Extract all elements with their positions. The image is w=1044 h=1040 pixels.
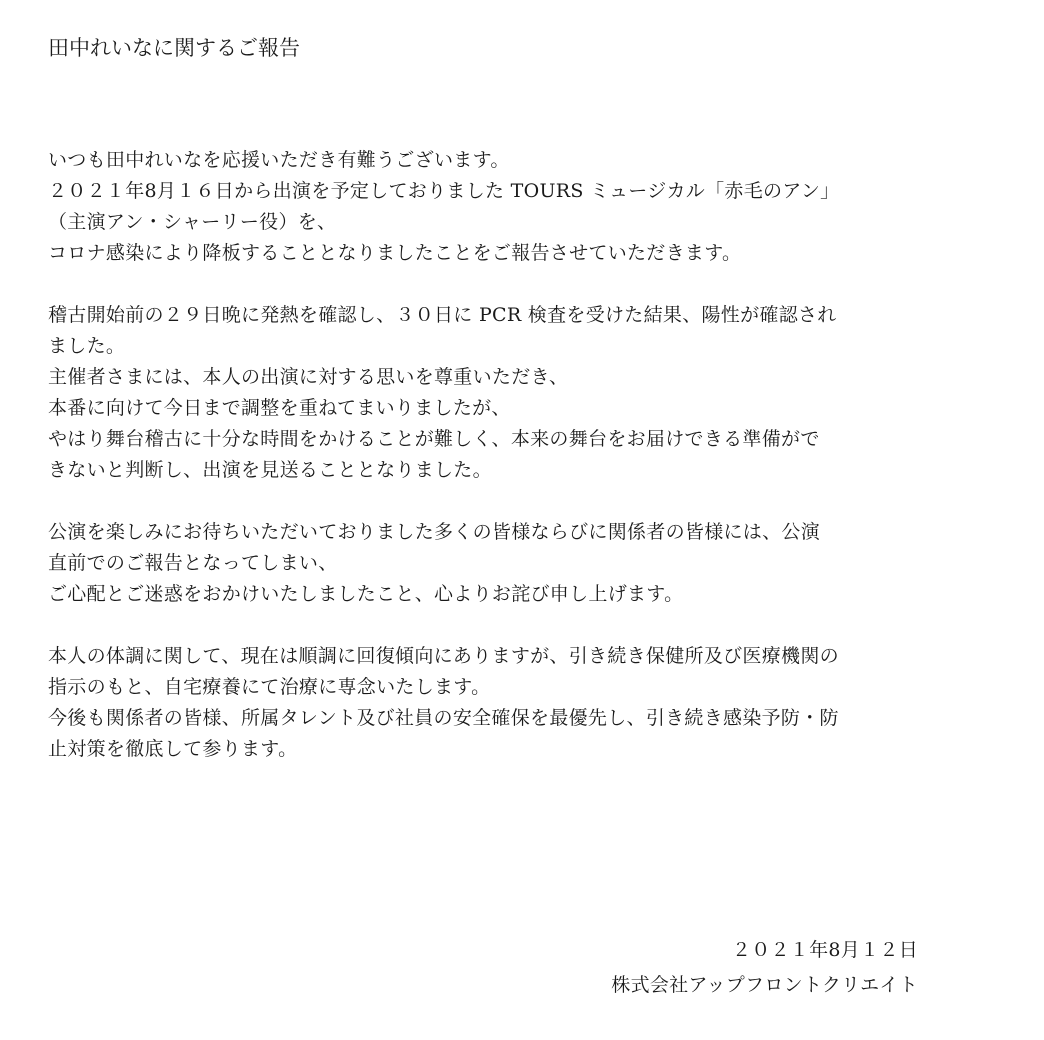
text-line: （主演アン・シャーリー役）を、: [48, 211, 337, 233]
text-line: ２０２１年8月１６日から出演を予定しておりました TOURS ミュージカル「赤毛のアン」: [48, 180, 840, 202]
text-line: ました。: [48, 335, 126, 357]
text-line: 公演を楽しみにお待ちいただいておりました多くの皆様ならびに関係者の皆様には、公演: [48, 521, 821, 543]
text-line: 本人の体調に関して、現在は順調に回復傾向にありますが、引き続き保健所及び医療機関の: [48, 645, 839, 667]
text-line: ご心配とご迷惑をおかけいたしましたこと、心よりお詫び申し上げます。: [48, 583, 684, 605]
paragraph-health-status: [48, 641, 1008, 765]
signature-block: [611, 933, 918, 1003]
paragraph-greeting: [48, 145, 1008, 269]
document-date: ２０２１年8月１２日: [731, 939, 918, 961]
text-line: やはり舞台稽古に十分な時間をかけることが難しく、本来の舞台をお届けできる準備がで: [48, 428, 820, 450]
text-line: 止対策を徹底して参ります。: [48, 738, 298, 760]
text-line: 今後も関係者の皆様、所属タレント及び社員の安全確保を最優先し、引き続き感染予防・防: [48, 707, 839, 729]
text-line: 稽古開始前の２９日晩に発熱を確認し、３０日に PCR 検査を受けた結果、陽性が確認され: [48, 304, 837, 326]
document-title: 田中れいなに関するご報告: [48, 36, 300, 60]
document-body: [48, 145, 1008, 796]
text-line: 主催者さまには、本人の出演に対する思いを尊重いただき、: [48, 366, 569, 388]
text-line: 直前でのご報告となってしまい、: [48, 552, 338, 574]
text-line: 指示のもと、自宅療養にて治療に専念いたします。: [48, 676, 491, 698]
company-name: 株式会社アップフロントクリエイト: [611, 974, 918, 996]
text-line: 本番に向けて今日まで調整を重ねてまいりましたが、: [48, 397, 511, 419]
text-line: きないと判断し、出演を見送ることとなりました。: [48, 459, 492, 481]
paragraph-details: [48, 300, 1008, 486]
text-line: いつも田中れいなを応援いただき有難うございます。: [48, 149, 510, 171]
paragraph-apology: [48, 517, 1008, 610]
text-line: コロナ感染により降板することとなりましたことをご報告させていただきます。: [48, 242, 742, 264]
